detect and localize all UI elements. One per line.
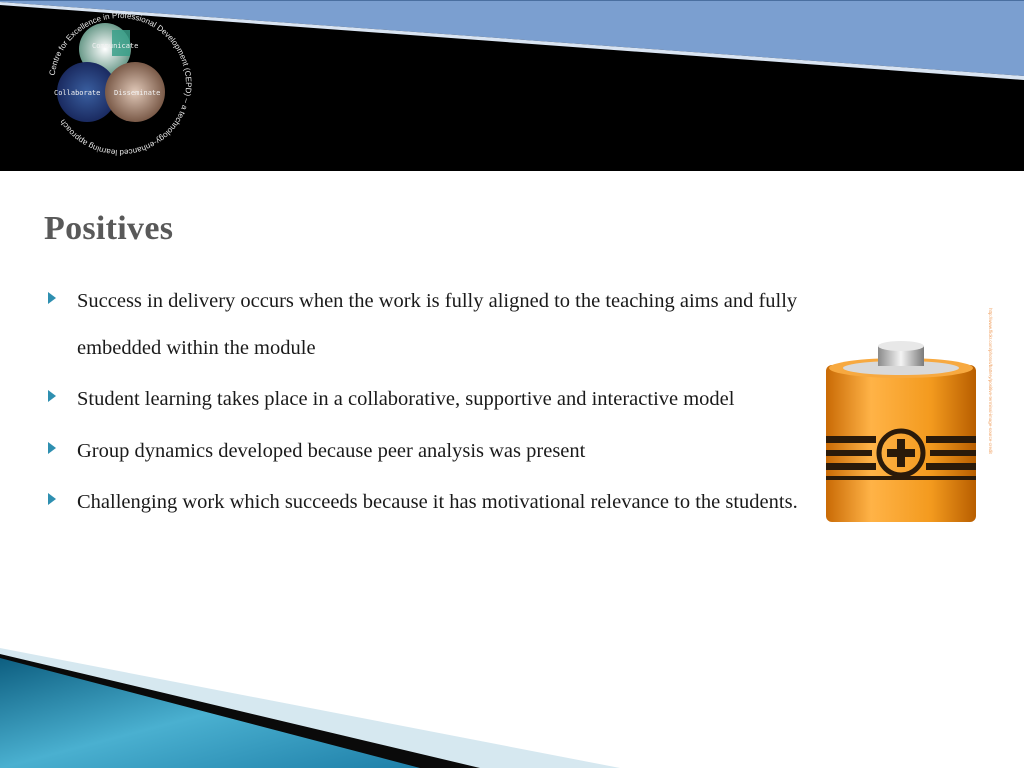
triangle-right-icon	[45, 479, 59, 525]
logo-ring-text: Centre for Excellence in Professional Development (CEPD) – a technology-enhanced learning approach	[47, 10, 194, 158]
image-credit: http://www.flickr.com/photos/battery/positive-terminal-image-source-credit	[988, 308, 993, 454]
logo-label-collaborate: Collaborate	[54, 89, 101, 97]
logo-label-communicate: Communicate	[92, 42, 139, 50]
bullet-item	[45, 479, 825, 526]
bullet-list	[45, 278, 825, 531]
slide-title: Positives	[44, 210, 174, 247]
cepd-logo	[40, 4, 200, 164]
triangle-right-icon	[45, 278, 59, 324]
bullet-item	[45, 376, 825, 423]
triangle-right-icon	[45, 376, 59, 422]
battery-image	[826, 340, 976, 522]
bullet-item	[45, 428, 825, 475]
bullet-text: Group dynamics developed because peer analysis was present	[77, 439, 586, 462]
footer-decoration	[0, 640, 1024, 768]
bullet-item	[45, 278, 825, 371]
bullet-text: Success in delivery occurs when the work is fully aligned to the teaching aims and fully embedded within the module	[77, 290, 798, 359]
logo-label-disseminate: Disseminate	[114, 89, 161, 97]
triangle-right-icon	[45, 428, 59, 474]
bullet-text: Challenging work which succeeds because it has motivational relevance to the students.	[77, 491, 798, 513]
bullet-text: Student learning takes place in a collaborative, supportive and interactive model	[77, 388, 735, 410]
